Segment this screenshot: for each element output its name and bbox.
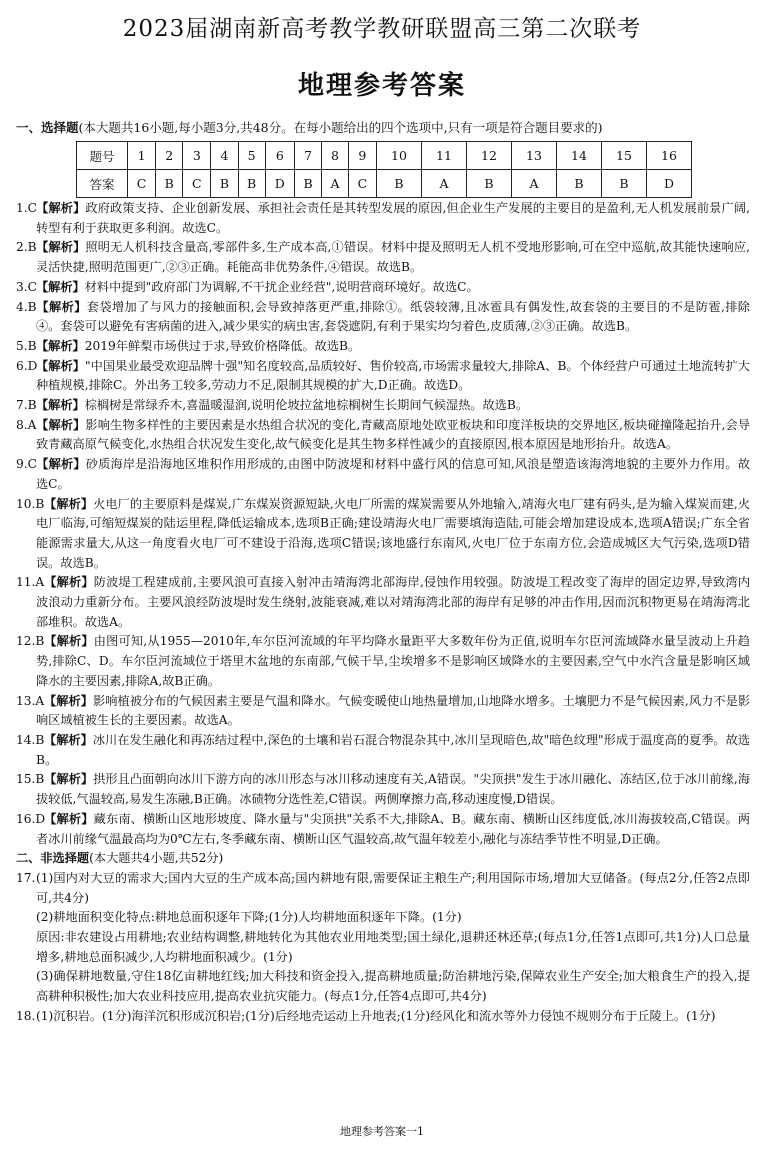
- question-number-cell: 6: [265, 142, 294, 170]
- answer-letter-cell: D: [265, 170, 294, 198]
- answer-letter-cell: C: [183, 170, 211, 198]
- question-number-cell: 1: [128, 142, 156, 170]
- explanation-text: 影响生物多样性的主要因素是水热组合状况的变化,青藏高原地处欧亚板块和印度洋板块的交界地区,板块碰撞隆起抬升,会导致青藏高原气候变化,水热组合状况发生变化,故气候变化是其生物多样性减少的直接原因,根本原因是地形抬升。故选A。: [36, 417, 750, 452]
- explanation-item: [16, 495, 750, 574]
- explanation-item: [16, 416, 750, 455]
- explanation-number: 6.D: [16, 358, 38, 373]
- exam-title: 2023届湖南新高考教学教研联盟高三第二次联考: [122, 16, 642, 42]
- analysis-tag: 【解析】: [44, 693, 94, 708]
- explanation-item: [16, 731, 750, 770]
- explanation-item: [16, 238, 750, 277]
- section-1-label: 一、选择题: [16, 120, 79, 135]
- explanation-number: 5.B: [16, 338, 37, 353]
- explanation-text: 材料中提到"政府部门为调解,不干扰企业经营",说明营商环境好。故选C。: [84, 279, 479, 294]
- analysis-tag: 【解析】: [36, 457, 86, 472]
- explanation-number: 16.D: [16, 811, 46, 826]
- explanation-text: 防波堤工程建成前,主要风浪可直接入射冲击靖海湾北部海岸,侵蚀作用较强。防波堤工程改变了海岸的固定边界,导致湾内波浪动力重新分布。主要风浪经防波堤时发生绕射,波能衰减,难以对靖海湾北部的海岸有足够的冲击作用,因而沉积物更易在靖海湾北部堆积。故选A。: [36, 575, 751, 629]
- question-number-cell: 5: [238, 142, 265, 170]
- explanation-number: 14.B: [16, 732, 45, 747]
- explanation-text: 由图可知,从1955—2010年,车尔臣河流域的年平均降水量距平大多数年份为正值,说明车尔臣河流域降水量呈波动上升趋势,排除C、D。车尔臣河流域位于塔里木盆地的东南部,气候干旱,尘埃增多不是影响区域降水的主要因素,空气中水汽含量是影响区域降水的主要因素,排除A,故B正确。: [36, 634, 750, 688]
- number-row-label: 题号: [77, 142, 128, 170]
- question-number-cell: 16: [646, 142, 691, 170]
- answer-letter-cell: C: [128, 170, 156, 198]
- answer-row-label: 答案: [77, 170, 128, 198]
- question-number-cell: 10: [376, 142, 421, 170]
- answer-table: [76, 141, 692, 198]
- answer-letter-cell: B: [466, 170, 511, 198]
- explanation-number: 2.B: [16, 240, 37, 255]
- answer-letter-cell: B: [556, 170, 601, 198]
- explanation-number: 8.A: [16, 417, 37, 432]
- question-number-cell: 3: [183, 142, 211, 170]
- explanation-number: 11.A: [16, 575, 45, 590]
- explanation-item: [16, 396, 750, 416]
- section-1-note: (本大题共16小题,每小题3分,共48分。在每小题给出的四个选项中,只有一项是符合题目要求的): [78, 120, 603, 135]
- answer-letter-cell: A: [322, 170, 349, 198]
- explanation-number: 4.B: [16, 299, 37, 314]
- choice-explanations: [16, 199, 750, 849]
- section-2-note: (本大题共4小题,共52分): [89, 851, 224, 866]
- analysis-tag: 【解析】: [44, 772, 94, 787]
- answer-letter-cell: B: [211, 170, 238, 198]
- analysis-tag: 【解析】: [36, 417, 86, 432]
- analysis-tag: 【解析】: [44, 732, 93, 747]
- analysis-tag: 【解析】: [36, 279, 85, 294]
- answer-explanations: [16, 199, 750, 1027]
- explanation-item: [16, 810, 750, 849]
- explanation-item: [16, 573, 750, 632]
- analysis-tag: 【解析】: [36, 201, 86, 215]
- explanation-item: [16, 199, 750, 238]
- analysis-tag: 【解析】: [36, 338, 85, 353]
- analysis-tag: 【解析】: [36, 240, 86, 255]
- explanation-number: 7.B: [16, 398, 37, 413]
- explanation-item: [16, 298, 750, 337]
- question-number-cell: 7: [295, 142, 322, 170]
- question-17-number: 17.: [16, 870, 36, 885]
- q17-line: (1)国内对大豆的需求大;国内大豆的生产成本高;国内耕地有限,需要保证主粮生产;利用国际市场,增加大豆储备。(每点2分,任答2点即可,共4分): [36, 870, 750, 905]
- analysis-tag: 【解析】: [36, 358, 85, 373]
- answer-letter-cell: B: [238, 170, 265, 198]
- q18-line: (1)沉积岩。(1分)海洋沉积形成沉积岩;(1分)后经地壳运动上升地表;(1分)经风化和流水等外力侵蚀不规则分布于丘陵上。(1分): [36, 1008, 716, 1023]
- answer-letter-cell: B: [295, 170, 322, 198]
- explanation-number: 3.C: [16, 279, 37, 294]
- answer-letter-cell: D: [646, 170, 691, 198]
- q17-line: 原因:非农建设占用耕地;农业结构调整,耕地转化为其他农业用地类型;国土绿化,退耕还林还草;(每点1分,任答1点即可,共1分)人口总量增多,耕地总面积减少,人均耕地面积减少。(1分): [36, 930, 750, 964]
- explanation-text: 影响植被分布的气候因素主要是气温和降水。气候变暖使山地热量增加,山地降水增多。土壤肥力不是气候因素,风力不是影响区域植被生长的主要因素。故选A。: [36, 693, 751, 728]
- explanation-item: [16, 632, 750, 691]
- explanation-item: [16, 278, 750, 298]
- explanation-item: [16, 455, 750, 494]
- q17-line: (2)耕地面积变化特点:耕地总面积逐年下降;(1分)人均耕地面积逐年下降。(1分): [36, 910, 462, 925]
- explanation-text: 藏东南、横断山区地形坡度、降水量与"尖顶拱"关系不大,排除A、B。藏东南、横断山区纬度低,冰川海拔较高,C错误。两者冰川前缘气温最高均为0℃左右,冬季藏东南、横断山区气温较高,故气温年较差小,融化与冻结季节性不明显,D正确。: [36, 811, 751, 846]
- explanation-item: [16, 357, 750, 396]
- answer-letter-cell: B: [156, 170, 183, 198]
- section-2-heading: [16, 849, 750, 869]
- question-number-cell: 2: [156, 142, 183, 170]
- answer-letter-cell: B: [601, 170, 646, 198]
- explanation-item: [16, 337, 750, 357]
- explanation-text: 棕榈树是常绿乔木,喜温暖湿润,说明伦坡拉盆地棕榈树生长期间气候湿热。故选B。: [84, 398, 529, 413]
- question-17: [16, 869, 750, 908]
- question-number-cell: 13: [511, 142, 556, 170]
- analysis-tag: 【解析】: [44, 496, 94, 511]
- analysis-tag: 【解析】: [44, 811, 94, 826]
- explanation-number: 10.B: [16, 496, 45, 511]
- section-2-label: 二、非选择题: [16, 851, 90, 866]
- q17-line: (3)确保耕地数量,守住18亿亩耕地红线;加大科技和资金投入,提高耕地质量;防治耕地污染,保障农业生产安全;加大粮食生产的投入,提高耕种积极性;加大农业科技应用,提高农业抗灾能力。(每点1分,任答4点即可,共4分): [36, 969, 750, 1004]
- explanation-text: 照明无人机科技含量高,零部件多,生产成本高,①错误。材料中提及照明无人机不受地形影响,可在空中巡航,故其能快速响应,灵活快捷,照明范围更广,②③正确。耗能高非优势条件,④错误。故选B。: [36, 240, 751, 275]
- explanation-text: 火电厂的主要原料是煤炭,广东煤炭资源短缺,火电厂所需的煤炭需要从外地输入,靖海火电厂建有码头,是为输入煤炭而建,火电厂临海,可缩短煤炭的陆运里程,降低运输成本,选项B正确;建设靖海火电厂需要填海造陆,可能会增加建设成本,选项A错误;广东全省能源需求量大,从这一角度看火电厂可不建设于沿海,选项C错误;该地盛行东南风,火电厂位于东南方位,会造成城区大气污染,选项D错误。故选B。: [36, 496, 751, 570]
- explanation-number: 1.C: [16, 201, 37, 215]
- explanation-number: 12.B: [16, 634, 45, 649]
- explanation-text: 2019年鲜梨市场供过于求,导致价格降低。故选B。: [84, 338, 361, 353]
- question-number-cell: 14: [556, 142, 601, 170]
- answer-letter-cell: C: [348, 170, 376, 198]
- answer-letter-cell: A: [421, 170, 466, 198]
- analysis-tag: 【解析】: [36, 398, 85, 413]
- explanation-item: [16, 770, 750, 809]
- explanation-text: "中国果业最受欢迎品牌十强"知名度较高,品质较好、售价较高,市场需求量较大,排除A、B。个体经营户可通过土地流转扩大种植规模,排除C。外出务工较多,劳动力不足,限制其规模的扩大,D正确。故选D。: [36, 358, 750, 393]
- explanation-number: 13.A: [16, 693, 45, 708]
- document-title: 地理参考答案: [297, 71, 466, 101]
- explanation-item: [16, 692, 750, 731]
- explanation-text: 砂质海岸是沿海地区堆积作用形成的,由图中防波堤和材料中盛行风的信息可知,风浪是塑造该海湾地貌的主要外力作用。故选C。: [36, 457, 751, 491]
- page-footer: 地理参考答案一1: [340, 1125, 424, 1138]
- explanation-text: 冰川在发生融化和再冻结过程中,深色的土壤和岩石混合物混杂其中,冰川呈现暗色,故"暗色纹理"形成于温度高的夏季。故选B。: [36, 732, 750, 767]
- explanation-number: 15.B: [16, 772, 45, 787]
- question-number-cell: 4: [211, 142, 238, 170]
- explanation-text: 套袋增加了与风力的接触面积,会导致掉落更严重,排除①。纸袋较薄,且冰雹具有偶发性,故套袋的主要目的不是防雹,排除④。套袋可以避免有害病菌的进入,减少果实的病虫害,套袋遮阴,有利于果实均匀着色,皮质薄,②③正确。故选B。: [36, 299, 750, 334]
- question-number-cell: 11: [421, 142, 466, 170]
- question-number-cell: 8: [322, 142, 349, 170]
- answer-letter-cell: A: [511, 170, 556, 198]
- question-number-cell: 12: [466, 142, 511, 170]
- analysis-tag: 【解析】: [36, 299, 87, 314]
- answer-letter-cell: B: [376, 170, 421, 198]
- question-number-cell: 15: [601, 142, 646, 170]
- explanation-number: 9.C: [16, 457, 37, 472]
- answer-table-answer-row: [77, 170, 692, 198]
- question-number-cell: 9: [348, 142, 376, 170]
- question-18: [16, 1007, 750, 1027]
- explanation-text: 政府政策支持、企业创新发展、承担社会责任是其转型发展的原因,但企业生产发展的主要目的是盈利,无人机发展前景广阔,转型有利于获取更多利润。故选C。: [36, 201, 750, 235]
- analysis-tag: 【解析】: [44, 634, 94, 649]
- question-18-number: 18.: [16, 1008, 36, 1023]
- section-1-heading: [16, 119, 602, 137]
- answer-table-number-row: [77, 142, 692, 170]
- analysis-tag: 【解析】: [44, 575, 94, 590]
- explanation-text: 拱形且凸面朝向冰川下游方向的冰川形态与冰川移动速度有关,A错误。"尖顶拱"发生于冰川融化、冻结区,位于冰川前缘,海拔较低,气温较高,易发生冻融,B正确。冰碛物分选性差,C错误。两侧摩擦力高,移动速度慢,D错误。: [36, 772, 751, 807]
